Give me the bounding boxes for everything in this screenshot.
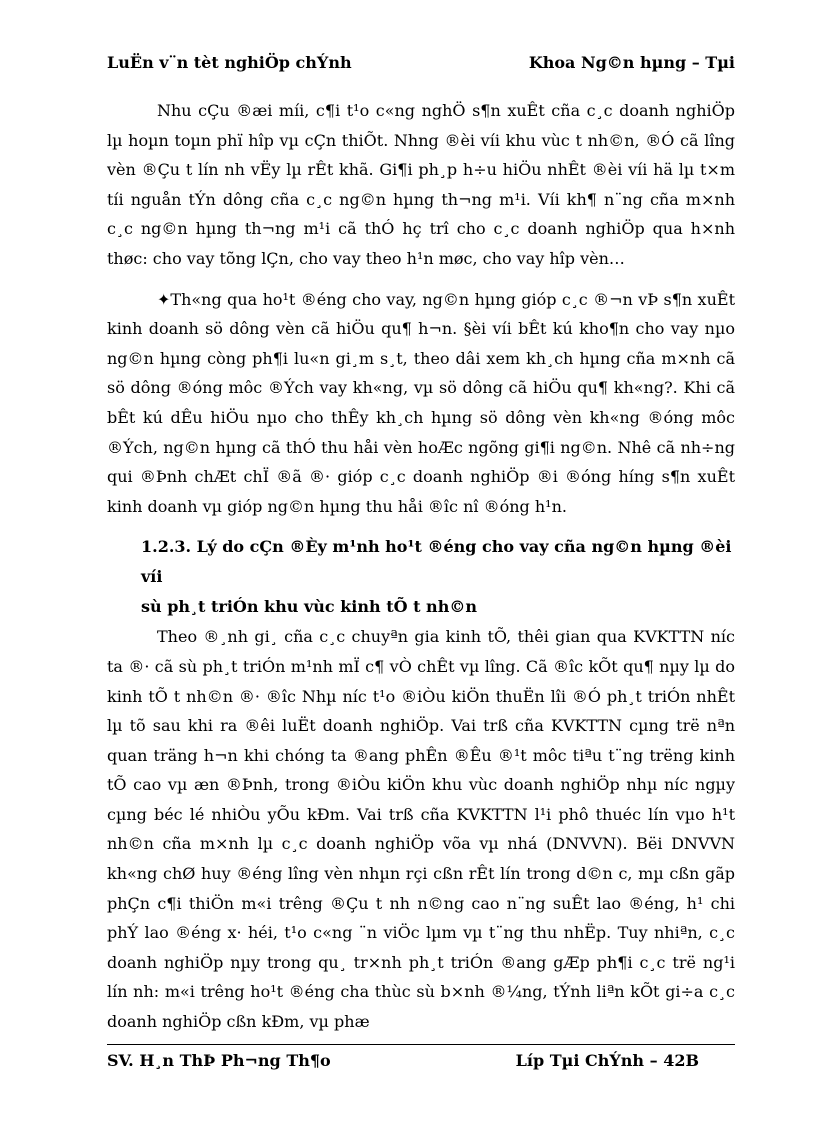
paragraph-investment-needs: Nhu cÇu ®æi míi, c¶i t¹o c«ng nghÖ s¶n xuÊt cña c¸c doanh nghiÖp lµ hoµn toµn phï hîp vµ cÇn thiÕt. Nhng ®èi víi khu vùc t nh©n, ®Ó cã lîng vèn ®Çu t lín nh vËy lµ rÊt khã. Gi¶i ph¸p h÷u hiÖu nhÊt ®èi víi hä lµ t×m tíi nguån tÝn dông cña c¸c ng©n hµng th¬ng m¹i. Víi kh¶ n¨ng cña m×nh c¸c ng©n hµng th¬ng m¹i cã thÓ hç trî cho c¸c doanh nghiÖp qua h×nh thøc: cho vay tõng lÇn, cho vay theo h¹n møc, cho vay hîp vèn…	[107, 101, 735, 268]
paragraph-loan-supervision: ✦Th«ng qua ho¹t ®éng cho vay, ng©n hµng gióp c¸c ®¬n vÞ s¶n xuÊt kinh doanh sö dông vèn cã hiÖu qu¶ h¬n. §èi víi bÊt kú kho¶n cho vay nµo ng©n hµng còng ph¶i lu«n gi¸m s¸t, theo dâi xem kh¸ch hµng cña m×nh cã sö dông ®óng môc ®Ých vay kh«ng, vµ sö dông cã hiÖu qu¶ kh«ng?. Khi cã bÊt kú dÊu hiÖu nµo cho thÊy kh¸ch hµng sö dông vèn kh«ng ®óng môc ®Ých, ng©n hµng cã thÓ thu håi vèn hoÆc ngõng gi¶i ng©n. Nhê cã nh÷ng qui ®Þnh chÆt chÏ ®ã ®· gióp c¸c doanh nghiÖp ®i ®óng híng s¶n xuÊt kinh doanh vµ gióp ng©n hµng thu håi ®îc nî ®óng h¹n.	[107, 289, 735, 516]
page-body	[107, 96, 735, 1037]
footer-divider	[107, 1044, 735, 1045]
footer-class: Líp Tµi ChÝnh – 42B	[515, 1051, 699, 1070]
section-heading-line-1: 1.2.3. Lý do cÇn ®Èy m¹nh ho¹t ®éng cho vay cña ng©n hµng ®èi víi	[141, 537, 732, 587]
header-thesis-title: LuËn v¨n tèt nghiÖp chÝnh	[107, 53, 352, 72]
section-heading-line-2: sù ph¸t triÓn khu vùc kinh tÕ t nh©n	[141, 597, 477, 617]
footer-student-name: SV. H¸n ThÞ Ph¬ng Th¶o	[107, 1051, 331, 1070]
page-footer	[107, 1050, 735, 1074]
page-header	[107, 52, 735, 96]
header-faculty: Khoa Ng©n hµng – Tµi	[528, 53, 735, 72]
paragraph-private-sector-role: Theo ®¸nh gi¸ cña c¸c chuyªn gia kinh tÕ, thêi gian qua KVKTTN níc ta ®· cã sù ph¸t triÓn m¹nh mÏ c¶ vÒ chÊt vµ lîng. Cã ®îc kÕt qu¶ nµy lµ do kinh tÕ t nh©n ®· ®îc Nhµ níc t¹o ®iÒu kiÖn thuËn lîi ®Ó ph¸t triÓn nhÊt lµ tõ sau khi ra ®êi luËt doanh nghiÖp. Vai trß cña KVKTTN cµng trë nªn quan träng h¬n khi chóng ta ®ang phÊn ®Êu ®¹t môc tiªu t¨ng trëng kinh tÕ cao vµ æn ®Þnh, trong ®iÒu kiÖn khu vùc doanh nghiÖp nhµ níc ngµy cµng béc lé nhiÒu yÕu kÐm. Vai trß cña KVKTTN l¹i phô thuéc lín vµo h¹t nh©n cña m×nh lµ c¸c doanh nghiÖp võa vµ nhá (DNVVN). Bëi DNVVN kh«ng chØ huy ®éng lîng vèn nhµn rçi cßn rÊt lín trong d©n c, mµ cßn gãp phÇn c¶i thiÖn m«i trêng ®Çu t nh n©ng cao n¨ng suÊt lao ®éng, h¹ chi phÝ lao ®éng x· héi, t¹o c«ng ¨n viÖc lµm vµ t¨ng thu nhËp. Tuy nhiªn, c¸c doanh nghiÖp nµy trong qu¸ tr×nh ph¸t triÓn ®ang gÆp ph¶i c¸c trë ng¹i lín nh: m«i trêng ho¹t ®éng cha thùc sù b×nh ®¼ng, tÝnh liªn kÕt gi÷a c¸c doanh nghiÖp cßn kÐm, vµ phæ	[107, 627, 735, 1032]
section-heading	[107, 532, 735, 622]
